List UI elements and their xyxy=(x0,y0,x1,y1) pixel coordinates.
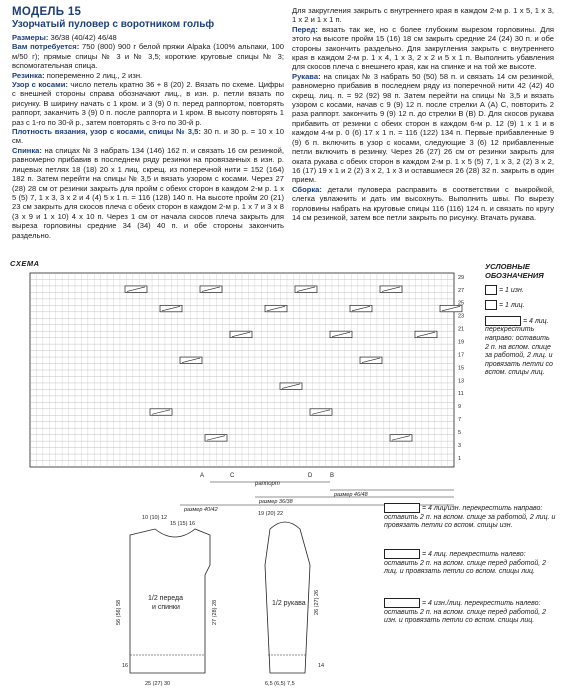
paragraph-heading: Резинка: xyxy=(12,70,45,80)
row-number-label: 5 xyxy=(458,430,462,437)
right-text-column xyxy=(292,6,554,222)
body-bottom-dimension: 16 xyxy=(122,663,129,669)
row-number-label: 13 xyxy=(458,378,465,385)
rapport-label: раппорт xyxy=(255,481,280,487)
right-paragraph xyxy=(292,72,554,185)
right-paragraphs xyxy=(292,6,554,222)
row-number-label: 25 xyxy=(458,300,465,307)
legend-purl xyxy=(485,285,555,295)
row-number-label: 7 xyxy=(458,417,462,424)
left-paragraph xyxy=(12,80,284,127)
paragraph-heading: Спинка: xyxy=(12,145,42,155)
left-paragraph xyxy=(12,33,284,42)
right-paragraph xyxy=(292,6,554,25)
knit-symbol-icon xyxy=(485,300,497,310)
legend-knit-text: = 1 лиц. xyxy=(498,301,525,309)
left-paragraph xyxy=(12,42,284,70)
paragraph-text: детали пуловера расправить в соответствии с выкройкой, слегка увлажнить и дать им высохнуть. Выполнить швы. По вырезу горловины набрать на круговые спицы 116 (116) 124 п. и связать по кругу 14 см резинкой, затем все петли закрыть по рисунку. Втачать рукава. xyxy=(292,184,554,222)
cable-right-purl-symbol-icon xyxy=(384,503,420,513)
left-paragraph xyxy=(12,127,284,146)
size-label: размер 46/48 xyxy=(334,492,368,498)
legend-cable-right xyxy=(485,316,555,378)
body-width-dimension: 25 (27) 30 xyxy=(145,681,171,687)
legend-bottom-text-3: = 4 изн./лиц. перекрестить налево: оставить 2 п. на вспом. спице перед работой, 2 изн. и провязать петли со вспом. спицы лиц. xyxy=(384,599,547,625)
paragraph-heading: Рукава: xyxy=(292,71,321,81)
paragraph-heading: Вам потребуется: xyxy=(12,42,80,52)
cable-left-purl-symbol-icon xyxy=(384,598,420,608)
legend-cable-right-text: = 4 лиц. перекрестить направо: оставить 2 п. на вспом. спице за работой, 2 лиц. и провязать петли со вспом. спицы лиц. xyxy=(485,317,553,377)
chart-marker-label: A xyxy=(200,473,205,479)
legend-title: УСЛОВНЫЕ ОБОЗНАЧЕНИЯ xyxy=(485,262,544,280)
body-piece-label: и спинки xyxy=(152,604,180,611)
cable-left-symbol-icon xyxy=(384,549,420,559)
legend-cable-left-purl xyxy=(384,598,556,626)
page-title: Узорчатый пуловер с воротником гольф xyxy=(12,19,215,30)
right-paragraph xyxy=(292,25,554,72)
paragraph-heading: Перед: xyxy=(292,24,318,34)
size-label: размер 36/38 xyxy=(259,499,293,505)
legend-purl-text: = 1 изн. xyxy=(498,286,524,294)
chart-marker-label: C xyxy=(230,473,235,479)
chart-title: СХЕМА xyxy=(10,259,40,268)
body-side-right-dimension: 27 (28) 28 xyxy=(212,599,218,625)
paragraph-text: 750 (800) 900 г белой пряжи Alpaka (100% альпаки, 100 м/50 г); прямые спицы № 3 и № 3,5; короткие круговые спицы № 3; вспомогательная спица. xyxy=(12,42,285,71)
legend-cable-right-purl xyxy=(384,503,556,531)
sleeve-piece-label: 1/2 рукава xyxy=(272,600,306,607)
paragraph-heading: Узор с косами: xyxy=(12,80,68,90)
row-number-label: 29 xyxy=(458,274,465,281)
row-number-label: 19 xyxy=(458,339,465,346)
row-number-label: 17 xyxy=(458,352,465,359)
row-number-label: 1 xyxy=(458,455,462,462)
legend-knit xyxy=(485,300,555,310)
sleeve-top-dimension: 19 (20) 22 xyxy=(258,511,284,517)
sleeve-piece-outline xyxy=(265,522,310,673)
paragraph-text: Для закругления закрыть с внутреннего края в каждом 2-м р. 1 х 5, 1 х 3, 1 х 2 и 1 х 1 п. xyxy=(292,6,554,25)
paragraph-text: вязать так же, но с более глубоким вырезом горловины. Для этого на высоте пройм 15 (16) 18 см закрыть средние 24 (24) 30 п. и обе стороны закончить раздельно. Для закругления закрыть с внутреннего края в каждом 2-м р. 1 х 4, 1 х 3, 2 х 2 и 5 х 1 п. Выполнить убавления для скосов плеча с внешнего края, как на спинке и на той же высоте. xyxy=(292,24,554,72)
paragraph-text: на спицах № 3 набрать 50 (50) 58 п. и связать 14 см резинкой, равномерно прибавив в последнем ряду из поперечной нити 42 (42) 40 скрещ. лиц. п. = 92 (92) 98 п. Затем перейти на спицы № 3,5 и вязать узором с косами, начав с 9 (9) 12 п. после стрелки А (А) С, повторить 2 раза раппорт. закончить 9 (9) 12 п. до стрелки В (В) D. Для скосов рукава прибавить от резинки с обеих сторон в каждом 6-м р. 12 (9) 1 х 1 и в каждом 4-м р. 0 (6) 17 х 1 п. = 116 (122) 134 п. Первые прибавленные 9 (9) 6 п. включить в узор с косами, следующие 3 (6) 12 прибавленные петли включить в резинку. Через 26 (27) 26 см от резинки закрыть для оката рукава с обеих сторон в каждом 2-м р. 1 х 5 (5) 7, 1 х 3, 2 (2) 3 х 2, 16 (17) 19 х 1 и 2 (2) 3 х 2, 1 х 3 и оставшиеся 26 (28) 32 п. закрыть в один прием. xyxy=(292,71,554,185)
paragraph-text: 30 п. и 30 р. = 10 х 10 см. xyxy=(12,127,284,146)
knitting-chart xyxy=(6,259,558,513)
right-paragraph xyxy=(292,185,554,223)
left-paragraph xyxy=(12,71,284,80)
row-number-label: 3 xyxy=(458,442,462,449)
paragraph-heading: Плотность вязания, узор с косами, спицы № 3,5: xyxy=(12,127,201,137)
chart-svg xyxy=(6,259,558,513)
legend-bottom-text-1: = 4 лиц/изн. перекрестить направо: оставить 2 п. на вспом. спице за работой, 2 лиц. и провязать петли со вспом. спицы изн. xyxy=(384,504,556,530)
cable-right-symbol-icon xyxy=(485,316,521,326)
left-text-column xyxy=(12,6,284,240)
size-label: размер 40/42 xyxy=(184,507,218,513)
sleeve-side-dimension: 26 (27) 26 xyxy=(314,589,320,615)
left-paragraph xyxy=(12,146,284,240)
chart-marker-label: D xyxy=(308,473,313,479)
row-number-label: 21 xyxy=(458,326,465,333)
row-number-label: 9 xyxy=(458,404,462,411)
purl-symbol-icon xyxy=(485,285,497,295)
model-number: МОДЕЛЬ 15 xyxy=(12,6,82,18)
paragraph-heading: Сборка: xyxy=(292,184,322,194)
paragraph-text: 36/38 (40/42) 46/48 xyxy=(48,33,117,42)
garment-patterns xyxy=(100,505,380,695)
row-number-label: 11 xyxy=(458,391,464,398)
row-number-label: 27 xyxy=(458,287,465,294)
sleeve-bottom-dimension: 14 xyxy=(318,663,325,669)
body-top-dimension: 10 (10) 12 xyxy=(142,515,168,521)
paragraph-text: на спицах № 3 набрать 134 (146) 162 п. и связать 16 см резинкой, равномерно прибавив в последнем ряду резинки на провязанных в изн. р. лицевых петлях 18 (18) 20 х 1 лиц. скрещ. из поперечной нити = 152 (164) 182 п. Затем перейти на спицы № 3,5 и вязать узором с косами. Через 27 (28) 28 см от резинки закрыть для пройм с обеих сторон в каждом 2-м р. 1 х 5 (5) 7, 1 х 3, 3 х 2 и 4 (4) 5 х 1 п. = 116 (128) 140 п. На высоте пройм 20 (21) 23 см закрыть для скосов плеча с обеих сторон в каждом 2-м р. 1 х 7 и 3 х 8 (3 х 9 и 1 х 10) 4 х 10 п. Через 1 см от начала скосов плеча закрыть для выреза горловины средние 34 (34) 40 п. и обе стороны закончить раздельно. xyxy=(12,145,284,240)
row-number-label: 23 xyxy=(458,313,465,320)
chart-marker-label: B xyxy=(330,473,335,479)
sleeve-width-dimension: 6,5 (6,5) 7,5 xyxy=(265,681,295,687)
body-neck-dimension: 15 (15) 16 xyxy=(170,521,196,527)
paragraph-heading: Размеры: xyxy=(12,33,49,42)
paragraph-text: попеременно 2 лиц., 2 изн. xyxy=(44,70,143,80)
paragraph-text: число петель кратно 36 + 8 (20) 2. Вязать по схеме. Цифры с внешней стороны справа обозначают лиц., в изн. р. петли вязать по рисунку. В ширину начать с 1 кром. и 3 (9) 0 п. перед раппортом, повторять раппорт, заканчить 3 (9) 0 п. после раппорта и 1 кром. В высоту повторять 1 раз с 1-го по 30-й р., затем повторять с 3-го по 30-й р. xyxy=(12,80,284,127)
body-side-dimension: 56 (56) 58 xyxy=(116,599,122,625)
row-number-label: 15 xyxy=(458,365,465,372)
body-piece-label: 1/2 переда xyxy=(148,595,183,602)
left-paragraphs xyxy=(12,33,284,240)
legend-cable-left xyxy=(384,549,556,577)
legend-bottom-text-2: = 4 лиц. перекрестить налево: оставить 2 п. на вспом. спице перед работой, 2 лиц. и провязать петли со вспом. спицы лиц. xyxy=(384,550,547,576)
